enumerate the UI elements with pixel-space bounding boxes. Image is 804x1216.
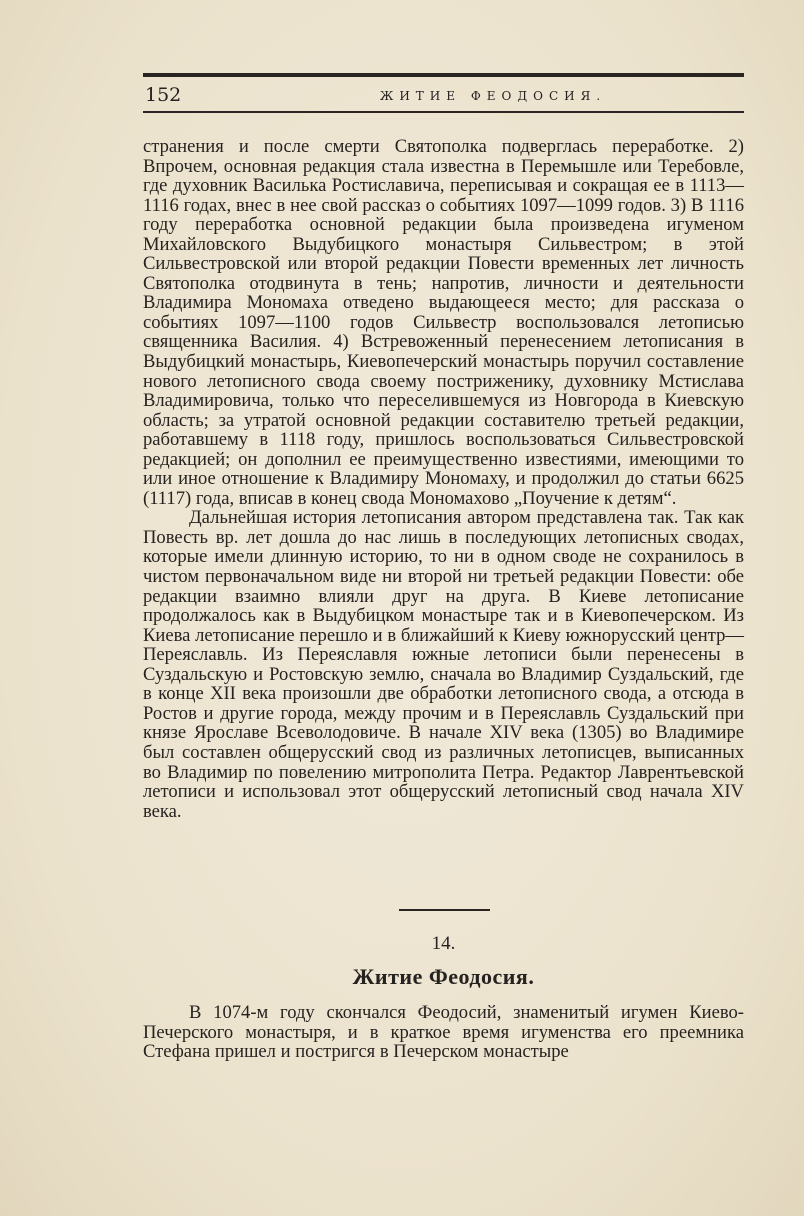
header-top-rule xyxy=(143,73,744,77)
section-title: Житие Феодосия. xyxy=(352,964,535,989)
page-header xyxy=(143,84,744,110)
header-bottom-rule xyxy=(143,111,744,113)
section-paragraph: В 1074-м году скончался Феодосий, знаменитый игумен Киево-Печерского монастыря, и в краткое время игуменства его преемника Стефана пришел и постригся в Печерском монастыре xyxy=(143,1002,744,1063)
page-number: 152 xyxy=(145,84,182,106)
section-text xyxy=(143,1003,744,1062)
section-number: 14. xyxy=(431,933,456,954)
paragraph-1: странения и после смерти Святополка подверглась переработке. 2) Впрочем, основная редакция стала известна в Перемышле или Теребовле, где духовник Василька Ростиславича, переписывая и сокращая ее в 1113—1116 годах, внес в нее свой рассказ о событиях 1097—1099 годов. 3) В 1116 году переработка основной редакции была произведена игуменом Михайловского Выдубицкого монастыря Сильвестром; в этой Сильвестровской или второй редакции Повести временных лет личность Святополка отодвинута в тень; напротив, личности и деятельности Владимира Мономаха отведено выдающееся место; для рассказа о событиях 1097—1100 годов Сильвестр воспользовался летописью священника Василия. 4) Встревоженный перенесением летописания в Выдубицкий монастырь, Киевопечерский монастырь поручил составление нового летописного свода своему постриженику, духовнику Мстислава Владимировича, только что переселившемуся из Новгорода в Киевскую область; за утратой основной редакции составителю третьей редакции, работавшему в 1118 году, пришлось воспользоваться Сильвестровской редакцией; он дополнил ее преимущественно известиями, имеющими то или иное отношение к Владимиру Мономаху, и продолжил до статьи 6625 (1117) года, вписав в конец свода Мономахово „Поучение к детям“. xyxy=(143,136,744,509)
section-separator xyxy=(399,909,490,911)
paragraph-2: Дальнейшая история летописания автором представлена так. Так как Повесть вр. лет дошла до нас лишь в последующих летописных сводах, которые имели длинную историю, то ни в одном своде не сохранилось в чистом первоначальном виде ни второй ни третьей редакции Повести: обе редакции взаимно влияли друг на друга. В Киеве летописание продолжалось как в Выдубицком монастыре так и в Киевопечерском. Из Киева летописание перешло и в ближайший к Киеву южнорусский центр—Переяславль. Из Переяславля южные летописи были перенесены в Суздальскую и Ростовскую землю, сначала во Владимир Суздальский, где в конце XII века произошли две обработки летописного свода, а отсюда в Ростов и другие города, между прочим и в Переяславль Суздальский при князе Ярославе Всеволодовиче. В начале XIV века (1305) во Владимире был составлен общерусский свод из различных летописцев, выписанных во Владимир по повелению митрополита Петра. Редактор Лаврентьевской летописи и использовал этот общерусский летописный свод начала XIV века. xyxy=(143,507,744,822)
running-title: ЖИТИЕ ФЕОДОСИЯ. xyxy=(379,89,607,103)
main-text xyxy=(143,137,744,821)
